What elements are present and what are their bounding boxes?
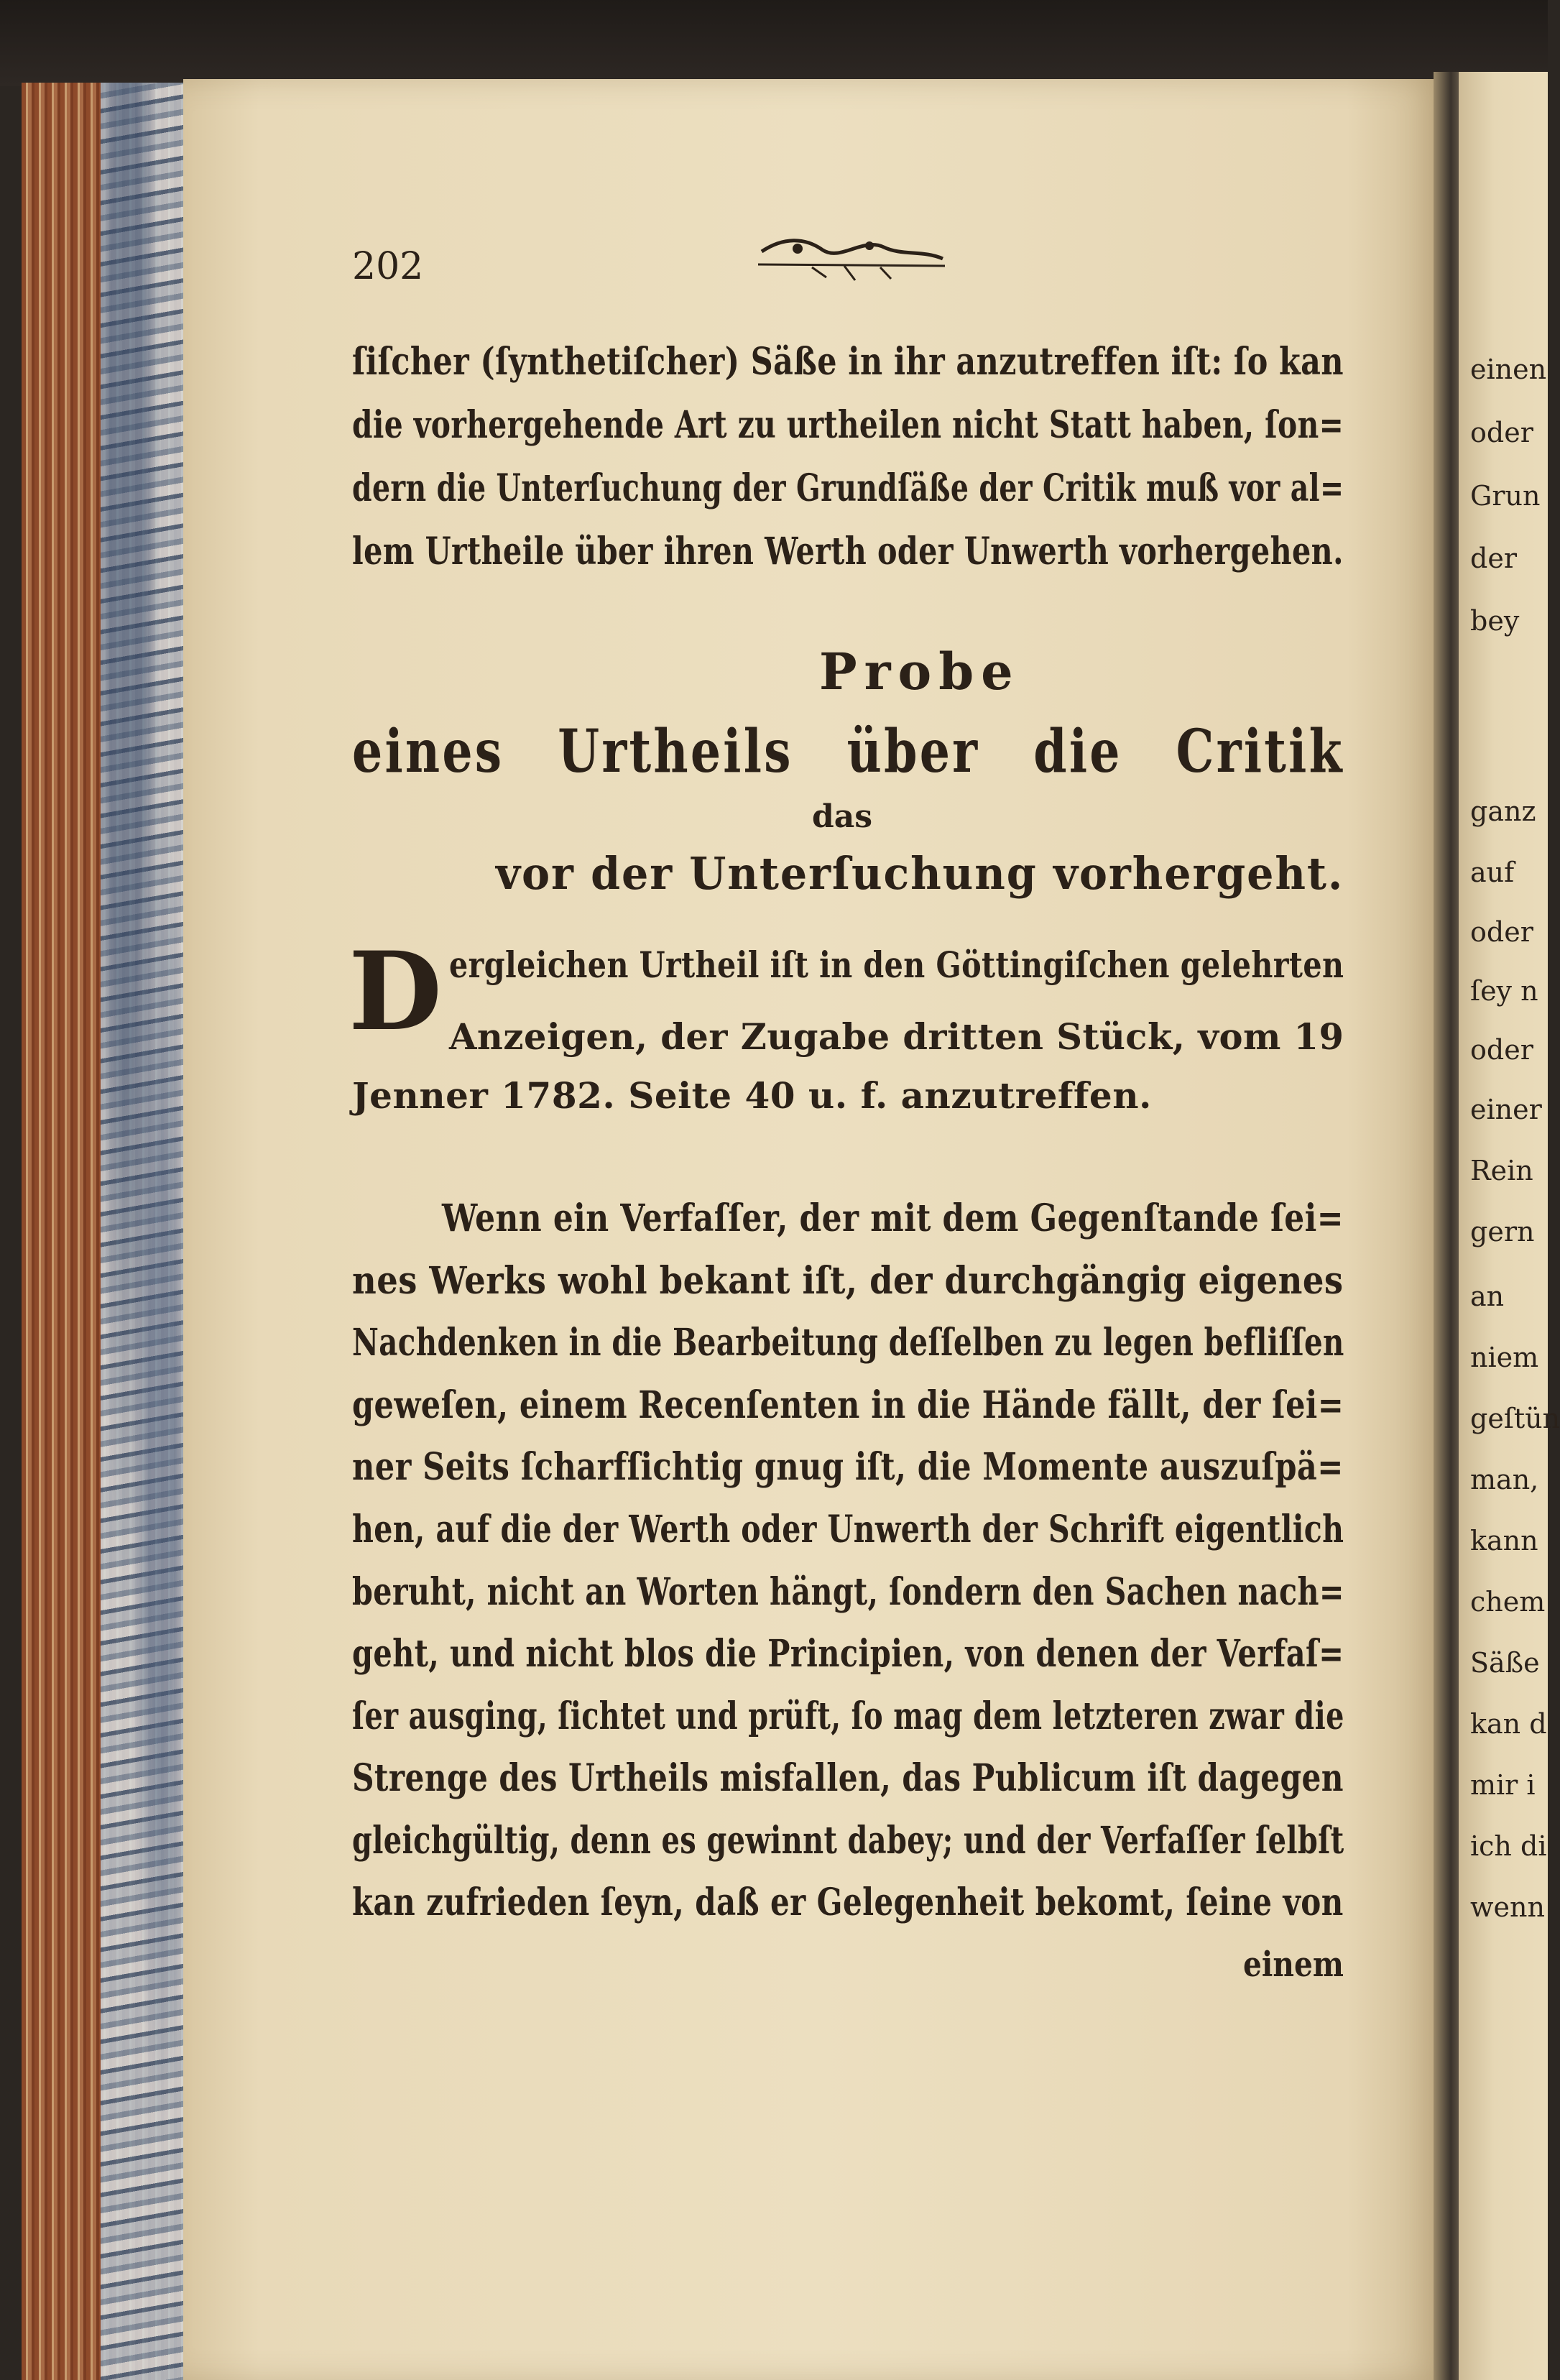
section-title: Probe: [819, 642, 1020, 701]
text-line: Wenn ein Verfaſſer, der mit dem Gegenſtande ſei=: [442, 1196, 1344, 1240]
right-fragment: Rein: [1470, 1155, 1533, 1186]
right-fragment: an: [1470, 1281, 1505, 1312]
right-fragment: man,: [1470, 1464, 1539, 1495]
page-number: 202: [352, 245, 424, 288]
right-fragment: gern: [1470, 1216, 1535, 1247]
right-fragment: Grun: [1470, 480, 1541, 512]
right-fragment: bey: [1470, 605, 1520, 637]
right-fragment: geſtün: [1470, 1403, 1560, 1434]
right-fragment: ſey n: [1470, 975, 1538, 1007]
right-fragment: der: [1470, 543, 1517, 574]
section-title: vor der Unterſuchung vorhergeht.: [496, 847, 1344, 900]
drop-cap: D: [349, 928, 443, 1055]
intro-line: Jenner 1782. Seite 40 u. f. anzutreffen.: [352, 1074, 1152, 1117]
text-line: ſiſcher (ſynthetiſcher) Säße in ihr anzutreffen iſt: ſo kan: [352, 340, 1344, 384]
right-fragment: ganz: [1470, 795, 1536, 827]
right-fragment: kann: [1470, 1525, 1538, 1556]
right-fragment: niem: [1470, 1342, 1539, 1373]
text-line: hen, auf die der Werth oder Unwerth der Schrift eigentlich: [352, 1508, 1344, 1551]
ornament-icon: [754, 230, 949, 287]
text-line: ſer ausging, ſichtet und prüft, ſo mag dem letzteren zwar die: [352, 1694, 1344, 1738]
text-line: nes Werks wohl bekant iſt, der durchgängig eigenes: [352, 1259, 1344, 1303]
text-line: Nachdenken in die Bearbeitung deſſelben zu legen befliſſen: [352, 1321, 1344, 1365]
right-fragment: einer: [1470, 1094, 1542, 1125]
right-fragment: einen: [1470, 354, 1547, 385]
right-fragment: Säße: [1470, 1647, 1540, 1679]
dark-background: [0, 0, 1548, 86]
text-line: geweſen, einem Recenſenten in die Hände fällt, der ſei=: [352, 1383, 1344, 1427]
book-gutter: [1434, 72, 1462, 2380]
section-title: eines Urtheils über die Critik: [352, 717, 1344, 786]
right-fragment: ich di: [1470, 1830, 1547, 1862]
text-line: geht, und nicht blos die Principien, von denen der Verfaſ=: [352, 1632, 1344, 1676]
intro-line: Anzeigen, der Zugabe dritten Stück, vom 19: [449, 1015, 1344, 1058]
marbled-edge: [101, 83, 187, 2380]
text-line: lem Urtheile über ihren Werth oder Unwerth vorhergehen.: [352, 530, 1344, 573]
right-fragment: wenn: [1470, 1891, 1545, 1923]
section-title: das: [812, 798, 873, 835]
text-line: ner Seits ſcharfſichtig gnug iſt, die Momente auszuſpä=: [352, 1445, 1344, 1489]
right-fragment: oder: [1470, 1034, 1533, 1066]
text-line: beruht, nicht an Worten hängt, ſondern den Sachen nach=: [352, 1570, 1344, 1614]
right-fragment: oder: [1470, 916, 1533, 948]
text-line: kan zufrieden ſeyn, daß er Gelegenheit bekomt, ſeine von: [352, 1881, 1344, 1924]
text-line: die vorhergehende Art zu urtheilen nicht Statt haben, ſon=: [352, 403, 1344, 447]
right-fragment: chem: [1470, 1586, 1546, 1618]
right-fragment: kan d: [1470, 1708, 1547, 1740]
text-line: Strenge des Urtheils misfallen, das Publicum iſt dagegen: [352, 1756, 1344, 1800]
intro-line: ergleichen Urtheil iſt in den Göttingiſchen gelehrten: [449, 944, 1344, 986]
text-line: gleichgültig, denn es gewinnt dabey; und der Verfaſſer ſelbſt: [352, 1819, 1344, 1863]
right-fragment: oder: [1470, 417, 1533, 448]
text-line: dern die Unterſuchung der Grundſäße der Critik muß vor al=: [352, 466, 1344, 510]
catchword: einem: [1243, 1945, 1344, 1985]
right-fragment: auf: [1470, 857, 1515, 888]
right-fragment: mir i: [1470, 1769, 1536, 1801]
